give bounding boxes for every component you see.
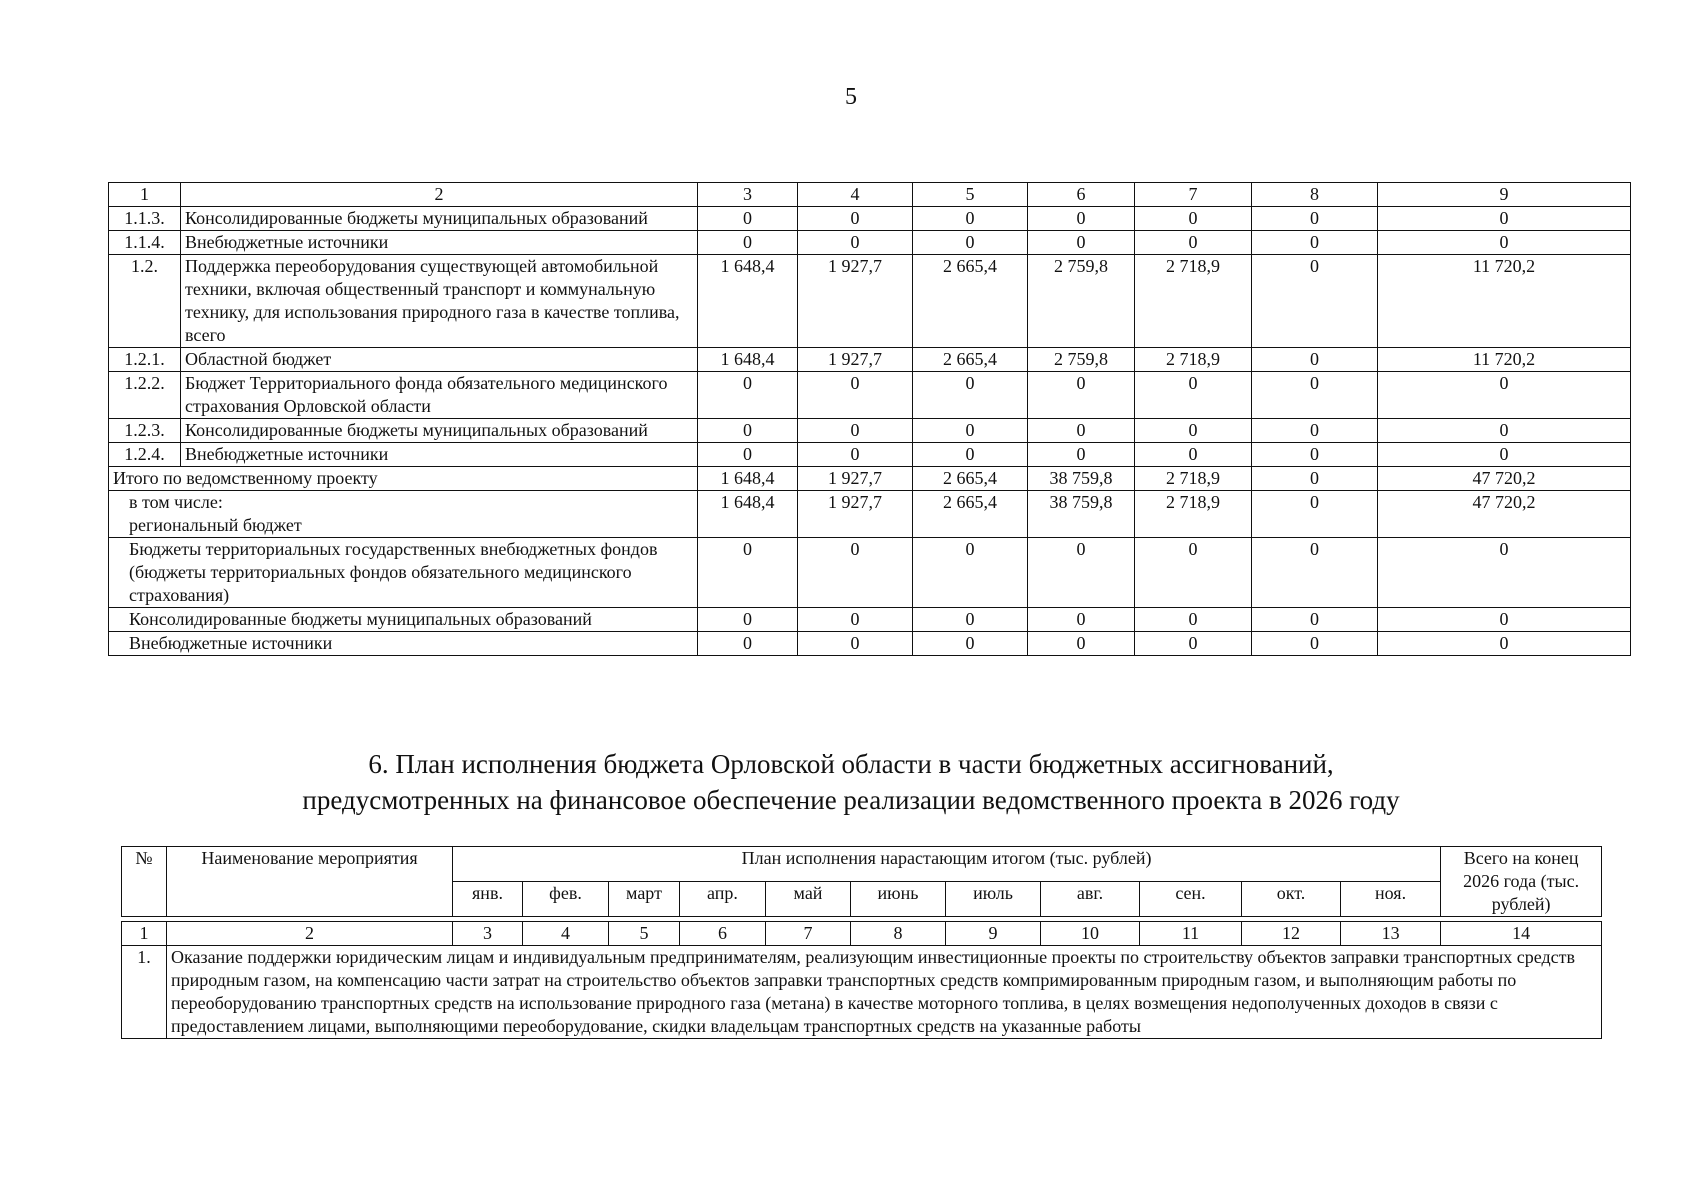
row-name: Внебюджетные источники: [181, 443, 698, 467]
value-cell: 38 759,8: [1028, 491, 1135, 538]
value-cell: 0: [913, 608, 1028, 632]
col-name-header: Наименование мероприятия: [167, 847, 453, 917]
value-cell: 11 720,2: [1378, 255, 1631, 348]
value-cell: 0: [798, 632, 913, 656]
value-cell: 0: [1135, 372, 1252, 419]
table-row: [109, 348, 1631, 372]
value-cell: 2 718,9: [1135, 467, 1252, 491]
table-row: [109, 372, 1631, 419]
value-cell: 0: [1252, 632, 1378, 656]
value-cell: 0: [1135, 538, 1252, 608]
row-name: Областной бюджет: [181, 348, 698, 372]
value-cell: 0: [1135, 231, 1252, 255]
value-cell: 0: [1378, 632, 1631, 656]
value-cell: 0: [698, 372, 798, 419]
value-cell: 0: [1135, 632, 1252, 656]
column-number: 2: [167, 922, 453, 946]
month-header: март: [609, 882, 680, 917]
row-number: 1.2.: [109, 255, 181, 348]
value-cell: 0: [698, 207, 798, 231]
column-number: 5: [913, 183, 1028, 207]
value-cell: 0: [798, 419, 913, 443]
column-number: 9: [1378, 183, 1631, 207]
column-number: 14: [1441, 922, 1602, 946]
value-cell: 0: [698, 632, 798, 656]
month-header: июнь: [851, 882, 946, 917]
value-cell: 0: [913, 231, 1028, 255]
column-number: 6: [680, 922, 766, 946]
column-number: 1: [122, 922, 167, 946]
value-cell: 0: [1378, 419, 1631, 443]
value-cell: 2 665,4: [913, 348, 1028, 372]
value-cell: 0: [1252, 443, 1378, 467]
value-cell: 2 665,4: [913, 467, 1028, 491]
col-number-header: №: [122, 847, 167, 917]
column-number: 10: [1041, 922, 1140, 946]
value-cell: 0: [1252, 419, 1378, 443]
value-cell: 0: [1028, 632, 1135, 656]
row-name: Консолидированные бюджеты муниципальных образований: [181, 207, 698, 231]
value-cell: 1 648,4: [698, 255, 798, 348]
column-number: 8: [1252, 183, 1378, 207]
breakdown-label: Бюджеты территориальных государственных внебюджетных фондов (бюджеты территориальных фондов обязательного медицинского страхования): [109, 538, 698, 608]
column-number: 5: [609, 922, 680, 946]
breakdown-label: в том числе: региональный бюджет: [109, 491, 698, 538]
table-row: [109, 255, 1631, 348]
value-cell: 1 648,4: [698, 491, 798, 538]
value-cell: 47 720,2: [1378, 467, 1631, 491]
total-row: [109, 467, 1631, 491]
value-cell: 0: [913, 632, 1028, 656]
row-name: Поддержка переоборудования существующей автомобильной техники, включая общественный транспорт и коммунальную технику, для использования природного газа в качестве топлива, всего: [181, 255, 698, 348]
value-cell: 0: [1028, 608, 1135, 632]
value-cell: 0: [1135, 608, 1252, 632]
value-cell: 2 759,8: [1028, 255, 1135, 348]
value-cell: 0: [798, 231, 913, 255]
col-plan-header: План исполнения нарастающим итогом (тыс. рублей): [453, 847, 1441, 882]
value-cell: 1 927,7: [798, 255, 913, 348]
value-cell: 0: [1252, 255, 1378, 348]
value-cell: 0: [913, 207, 1028, 231]
value-cell: 0: [798, 443, 913, 467]
row-name: Внебюджетные источники: [181, 231, 698, 255]
value-cell: 0: [698, 538, 798, 608]
value-cell: 1 648,4: [698, 467, 798, 491]
column-number: 4: [523, 922, 609, 946]
value-cell: 0: [1252, 207, 1378, 231]
col-total-header: Всего на конец 2026 года (тыс. рублей): [1441, 847, 1602, 917]
row-number: 1.2.4.: [109, 443, 181, 467]
month-header: апр.: [680, 882, 766, 917]
row-number: 1.2.3.: [109, 419, 181, 443]
value-cell: 0: [798, 372, 913, 419]
plan-table: [121, 846, 1602, 1039]
column-numbers-row: [122, 922, 1602, 946]
budget-table: [108, 182, 1631, 656]
section-title-line1: 6. План исполнения бюджета Орловской области в части бюджетных ассигнований,: [368, 749, 1334, 779]
value-cell: 0: [698, 231, 798, 255]
column-number: 3: [698, 183, 798, 207]
column-number: 9: [946, 922, 1041, 946]
value-cell: 47 720,2: [1378, 491, 1631, 538]
value-cell: 0: [913, 538, 1028, 608]
month-header: июль: [946, 882, 1041, 917]
page-number: 5: [845, 84, 857, 110]
value-cell: 0: [798, 538, 913, 608]
value-cell: 0: [1378, 372, 1631, 419]
value-cell: 2 665,4: [913, 491, 1028, 538]
value-cell: 0: [913, 372, 1028, 419]
value-cell: 0: [1252, 231, 1378, 255]
row-number: 1.2.1.: [109, 348, 181, 372]
row-name: Консолидированные бюджеты муниципальных образований: [181, 419, 698, 443]
value-cell: 2 665,4: [913, 255, 1028, 348]
value-cell: 0: [1378, 443, 1631, 467]
value-cell: 0: [1252, 538, 1378, 608]
value-cell: 0: [698, 608, 798, 632]
value-cell: 2 718,9: [1135, 348, 1252, 372]
breakdown-row: [109, 608, 1631, 632]
value-cell: 0: [698, 443, 798, 467]
value-cell: 0: [1135, 443, 1252, 467]
value-cell: 0: [1252, 491, 1378, 538]
value-cell: 0: [1378, 231, 1631, 255]
value-cell: 0: [1135, 207, 1252, 231]
value-cell: 2 759,8: [1028, 348, 1135, 372]
column-numbers-row: [109, 183, 1631, 207]
value-cell: 1 648,4: [698, 348, 798, 372]
table-row: [109, 419, 1631, 443]
value-cell: 1 927,7: [798, 491, 913, 538]
month-header: сен.: [1140, 882, 1242, 917]
section-title-line2: предусмотренных на финансовое обеспечение реализации ведомственного проекта в 2026 году: [302, 785, 1400, 815]
column-number: 13: [1341, 922, 1441, 946]
breakdown-row: [109, 632, 1631, 656]
value-cell: 0: [1252, 467, 1378, 491]
value-cell: 1 927,7: [798, 467, 913, 491]
value-cell: 0: [1028, 419, 1135, 443]
value-cell: 38 759,8: [1028, 467, 1135, 491]
column-number: 3: [453, 922, 523, 946]
value-cell: 1 927,7: [798, 348, 913, 372]
value-cell: 0: [798, 608, 913, 632]
value-cell: 0: [1378, 207, 1631, 231]
value-cell: 0: [1252, 348, 1378, 372]
column-number: 4: [798, 183, 913, 207]
column-number: 7: [766, 922, 851, 946]
month-header: май: [766, 882, 851, 917]
breakdown-label: Консолидированные бюджеты муниципальных образований: [109, 608, 698, 632]
column-number: 7: [1135, 183, 1252, 207]
column-number: 12: [1242, 922, 1341, 946]
month-header: янв.: [453, 882, 523, 917]
month-header: фев.: [523, 882, 609, 917]
table-row: [109, 231, 1631, 255]
table-row: [109, 207, 1631, 231]
row-name: Бюджет Территориального фонда обязательного медицинского страхования Орловской области: [181, 372, 698, 419]
value-cell: 0: [913, 419, 1028, 443]
value-cell: 0: [1028, 207, 1135, 231]
breakdown-label: Внебюджетные источники: [109, 632, 698, 656]
value-cell: 0: [1028, 231, 1135, 255]
month-header: ноя.: [1341, 882, 1441, 917]
month-header: авг.: [1041, 882, 1140, 917]
breakdown-row: [109, 491, 1631, 538]
value-cell: 0: [1135, 419, 1252, 443]
value-cell: 0: [698, 419, 798, 443]
value-cell: 11 720,2: [1378, 348, 1631, 372]
value-cell: 0: [913, 443, 1028, 467]
value-cell: 0: [1028, 538, 1135, 608]
value-cell: 2 718,9: [1135, 255, 1252, 348]
value-cell: 0: [1028, 372, 1135, 419]
breakdown-row: [109, 538, 1631, 608]
total-label: Итого по ведомственному проекту: [109, 467, 698, 491]
value-cell: 2 718,9: [1135, 491, 1252, 538]
value-cell: 0: [1378, 538, 1631, 608]
value-cell: 0: [798, 207, 913, 231]
section-title: [0, 746, 1702, 818]
column-number: 1: [109, 183, 181, 207]
row-number: 1.1.4.: [109, 231, 181, 255]
column-number: 11: [1140, 922, 1242, 946]
row-number: 1.: [122, 946, 167, 1039]
value-cell: 0: [1252, 608, 1378, 632]
column-number: 6: [1028, 183, 1135, 207]
month-header: окт.: [1242, 882, 1341, 917]
row-number: 1.1.3.: [109, 207, 181, 231]
value-cell: 0: [1252, 372, 1378, 419]
value-cell: 0: [1378, 608, 1631, 632]
table-row: [109, 443, 1631, 467]
measure-description: Оказание поддержки юридическим лицам и индивидуальным предпринимателям, реализующим инвестиционные проекты по строительству объектов заправки транспортных средств природным газом, на компенсацию части затрат на строительство объектов заправки транспортных средств компримированным природным газом, и выполняющим работы по переоборудованию транспортных средств на использование природного газа (метана) в качестве моторного топлива, в целях возмещения недополученных доходов в связи с предоставлением лицами, выполняющими переоборудование, скидки владельцам транспортных средств на указанные работы: [167, 946, 1602, 1039]
column-number: 8: [851, 922, 946, 946]
row-number: 1.2.2.: [109, 372, 181, 419]
column-number: 2: [181, 183, 698, 207]
value-cell: 0: [1028, 443, 1135, 467]
